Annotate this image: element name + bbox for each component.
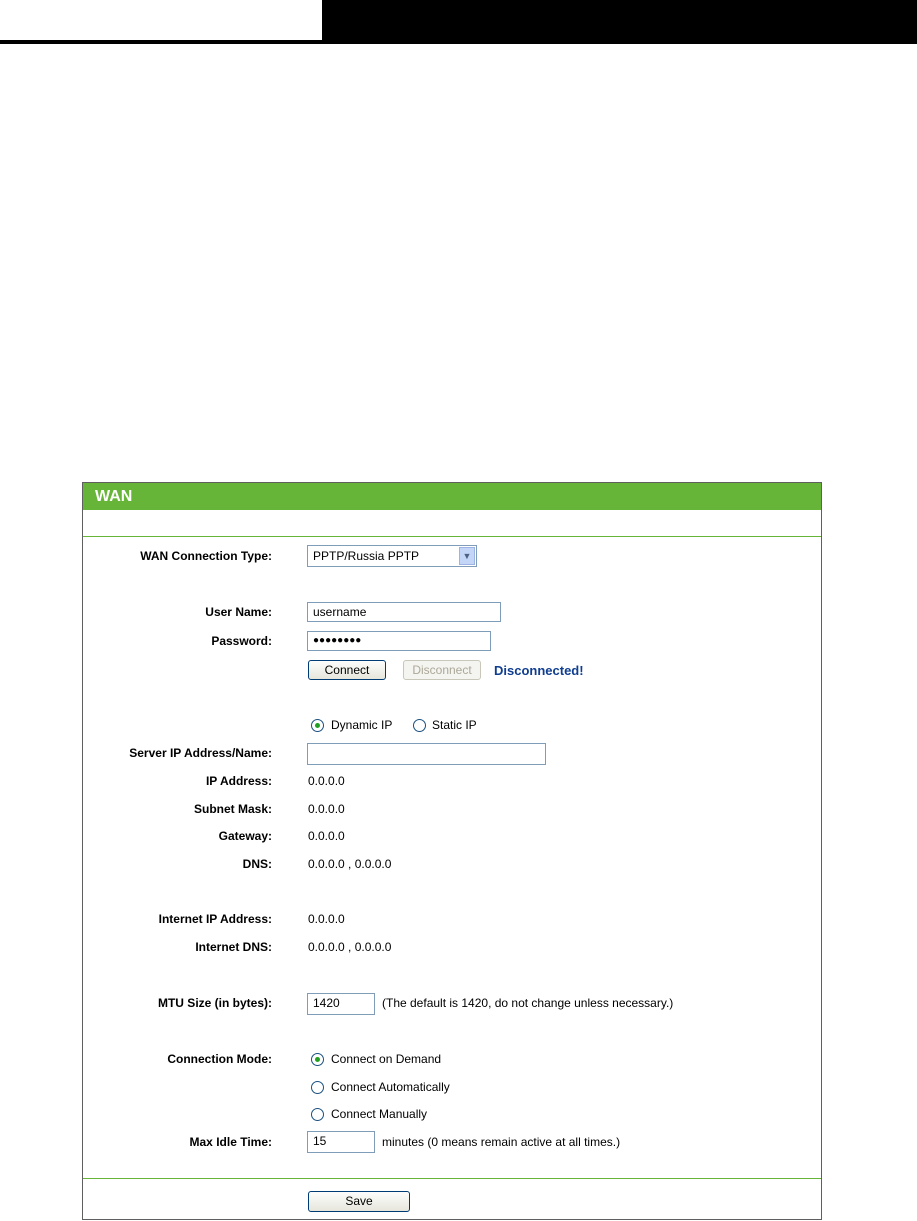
connect-manually-label: Connect Manually bbox=[331, 1107, 428, 1121]
dns-label: DNS: bbox=[242, 857, 272, 871]
mtu-note: (The default is 1420, do not change unless necessary.) bbox=[382, 996, 674, 1010]
wan-type-value: PPTP/Russia PPTP bbox=[313, 549, 420, 563]
panel-title: WAN bbox=[83, 483, 821, 510]
internet-ip-label: Internet IP Address: bbox=[158, 912, 272, 926]
dynamic-ip-label: Dynamic IP bbox=[331, 718, 393, 732]
connection-mode-label: Connection Mode: bbox=[167, 1052, 272, 1066]
static-ip-label: Static IP bbox=[432, 718, 477, 732]
ip-address-label: IP Address: bbox=[205, 774, 272, 788]
server-ip-field[interactable] bbox=[307, 743, 546, 765]
password-field[interactable]: ●●●●●●●● bbox=[307, 631, 491, 651]
wan-type-select[interactable] bbox=[307, 545, 477, 567]
username-label: User Name: bbox=[205, 605, 272, 619]
internet-dns-value: 0.0.0.0 , 0.0.0.0 bbox=[308, 940, 392, 954]
max-idle-time-label: Max Idle Time: bbox=[189, 1135, 272, 1149]
mtu-field[interactable]: 1420 bbox=[307, 993, 375, 1015]
save-button[interactable]: Save bbox=[308, 1191, 410, 1212]
connect-manually-radio[interactable] bbox=[311, 1108, 324, 1121]
mtu-label: MTU Size (in bytes): bbox=[157, 996, 272, 1010]
connection-status: Disconnected! bbox=[494, 663, 584, 678]
username-field[interactable]: username bbox=[307, 602, 501, 622]
disconnect-button[interactable]: Disconnect bbox=[403, 660, 481, 680]
header-black-bar bbox=[322, 0, 917, 40]
header-rule bbox=[0, 40, 917, 44]
dns-value: 0.0.0.0 , 0.0.0.0 bbox=[308, 857, 392, 871]
connect-on-demand-radio[interactable] bbox=[311, 1053, 324, 1066]
top-divider bbox=[83, 536, 821, 537]
internet-ip-value: 0.0.0.0 bbox=[308, 912, 345, 926]
ip-address-value: 0.0.0.0 bbox=[308, 774, 345, 788]
subnet-mask-label: Subnet Mask: bbox=[193, 802, 272, 816]
gateway-value: 0.0.0.0 bbox=[308, 829, 345, 843]
connect-automatically-label: Connect Automatically bbox=[331, 1080, 450, 1094]
chevron-down-icon[interactable]: ▼ bbox=[459, 547, 475, 565]
dynamic-ip-radio[interactable] bbox=[311, 719, 324, 732]
server-label: Server IP Address/Name: bbox=[129, 746, 272, 760]
internet-dns-label: Internet DNS: bbox=[195, 940, 272, 954]
connect-automatically-radio[interactable] bbox=[311, 1081, 324, 1094]
bottom-divider bbox=[83, 1178, 821, 1179]
gateway-label: Gateway: bbox=[218, 829, 272, 843]
connect-button[interactable]: Connect bbox=[308, 660, 386, 680]
subnet-mask-value: 0.0.0.0 bbox=[308, 802, 345, 816]
static-ip-radio[interactable] bbox=[413, 719, 426, 732]
max-idle-time-note: minutes (0 means remain active at all times.) bbox=[382, 1135, 621, 1149]
connect-on-demand-label: Connect on Demand bbox=[331, 1052, 442, 1066]
password-label: Password: bbox=[211, 634, 272, 648]
max-idle-time-field[interactable]: 15 bbox=[307, 1131, 375, 1153]
wan-type-label: WAN Connection Type: bbox=[140, 549, 272, 563]
wan-panel bbox=[82, 482, 822, 1220]
